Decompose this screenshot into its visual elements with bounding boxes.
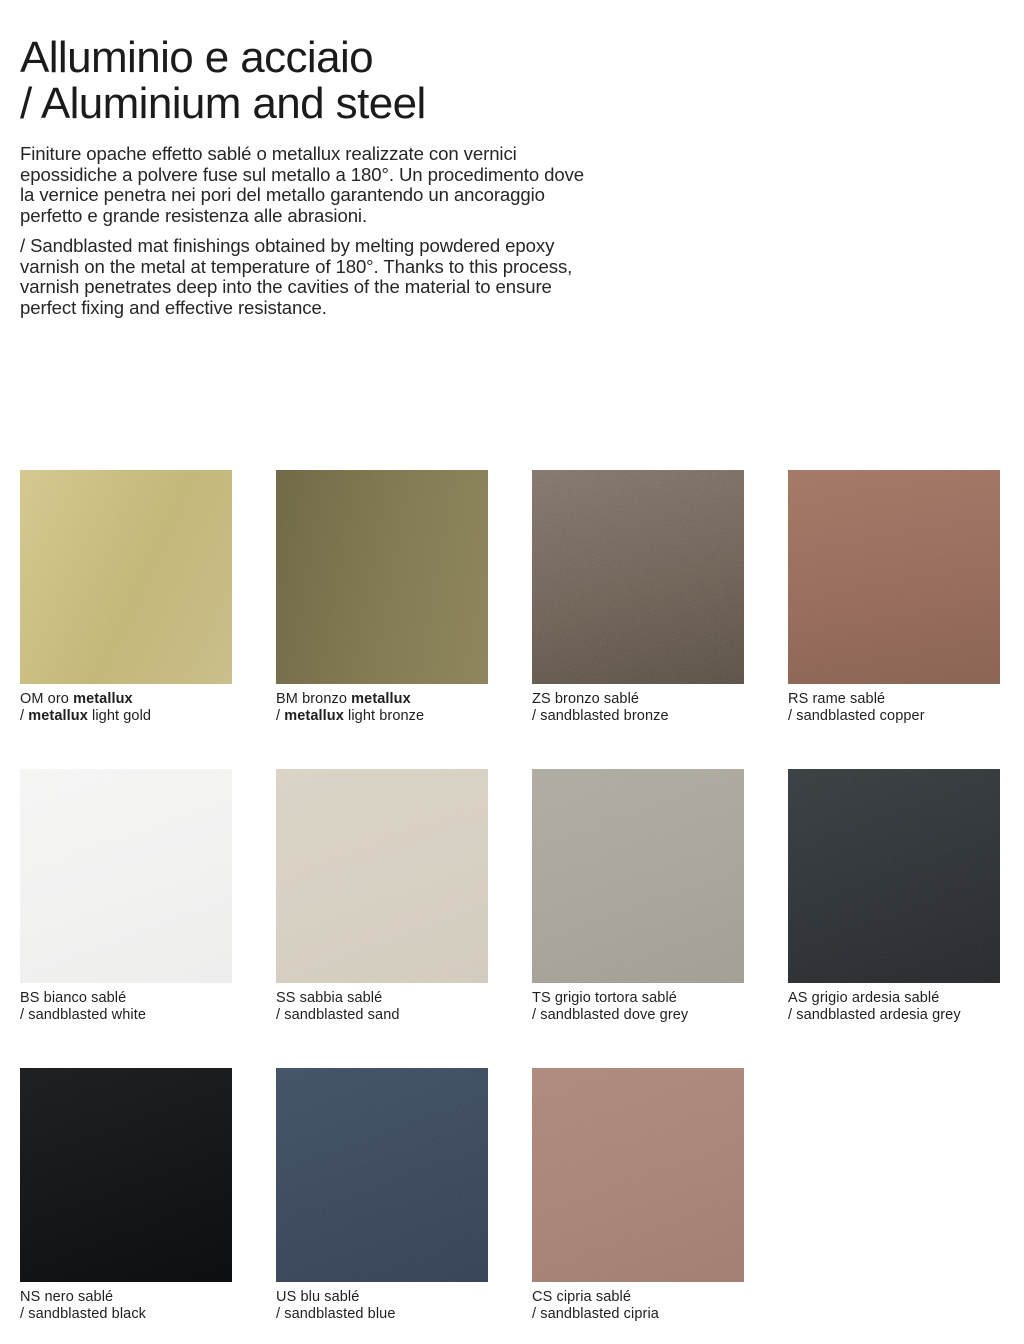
swatch-bm-label-line1: BM bronzo metallux bbox=[276, 691, 411, 707]
swatch-bm-tile bbox=[276, 470, 488, 684]
swatch-om-label-line1: OM oro metallux bbox=[20, 691, 133, 707]
swatch-rs-label-line1: RS rame sablé bbox=[788, 691, 886, 707]
swatch-ns-label-line2: / sandblasted black bbox=[20, 1306, 147, 1322]
swatch-rs-label-line2: / sandblasted copper bbox=[788, 708, 925, 724]
swatch-ts bbox=[532, 769, 744, 1024]
sandblast-texture-overlay bbox=[788, 470, 1000, 684]
sandblast-texture-overlay bbox=[276, 470, 488, 684]
page-title bbox=[20, 35, 426, 127]
swatch-ts-label bbox=[532, 990, 744, 1024]
sandblast-texture-overlay bbox=[788, 769, 1000, 983]
intro-text bbox=[20, 144, 586, 328]
swatch-ns-label bbox=[20, 1289, 232, 1323]
swatch-bs-label-line1: BS bianco sablé bbox=[20, 990, 127, 1006]
swatch-zs-label-line1: ZS bronzo sablé bbox=[532, 691, 640, 707]
swatch-om-tile bbox=[20, 470, 232, 684]
swatch-ss-label-line1: SS sabbia sablé bbox=[276, 990, 383, 1006]
swatch-bm-label bbox=[276, 691, 488, 725]
swatch-rs-label bbox=[788, 691, 1000, 725]
swatch-rs-tile bbox=[788, 470, 1000, 684]
swatch-bm-label-line2: / metallux light bronze bbox=[276, 708, 425, 724]
sandblast-texture-overlay bbox=[532, 769, 744, 983]
swatch-bm bbox=[276, 470, 488, 725]
swatch-ns-tile bbox=[20, 1068, 232, 1282]
swatch-om-label bbox=[20, 691, 232, 725]
swatch-ss-label-line2: / sandblasted sand bbox=[276, 1007, 400, 1023]
swatch-ns-label-line1: NS nero sablé bbox=[20, 1289, 114, 1305]
swatch-om bbox=[20, 470, 232, 725]
page-title-line2: / Aluminium and steel bbox=[20, 79, 426, 129]
swatch-as bbox=[788, 769, 1000, 1024]
swatch-ts-tile bbox=[532, 769, 744, 983]
sandblast-texture-overlay bbox=[532, 470, 744, 684]
swatch-us-label-line2: / sandblasted blue bbox=[276, 1306, 396, 1322]
swatch-cs bbox=[532, 1068, 744, 1323]
intro-paragraph-italian: Finiture opache effetto sablé o metallux realizzate con vernici epossidiche a polvere fuse sul metallo a 180°. Un procedimento dove la vernice penetra nei pori del metallo garantendo un ancoraggio perfetto e grande resistenza alle abrasioni. bbox=[20, 143, 585, 227]
swatch-grid bbox=[20, 470, 1000, 1323]
swatch-bs-label bbox=[20, 990, 232, 1024]
intro-paragraph-english: / Sandblasted mat finishings obtained by melting powdered epoxy varnish on the metal at temperature of 180°. Thanks to this process, varnish penetrates deep into the cavities of the material to ensure perfect fixing and effective resistance. bbox=[20, 234, 573, 318]
swatch-us bbox=[276, 1068, 488, 1323]
page-title-line1: Alluminio e acciaio bbox=[20, 33, 373, 83]
swatch-zs-tile bbox=[532, 470, 744, 684]
swatch-as-label-line1: AS grigio ardesia sablé bbox=[788, 990, 940, 1006]
swatch-us-label-line1: US blu sablé bbox=[276, 1289, 360, 1305]
swatch-ns bbox=[20, 1068, 232, 1323]
sandblast-texture-overlay bbox=[532, 1068, 744, 1282]
swatch-ts-label-line2: / sandblasted dove grey bbox=[532, 1007, 689, 1023]
swatch-cs-label bbox=[532, 1289, 744, 1323]
swatch-as-label-line2: / sandblasted ardesia grey bbox=[788, 1007, 961, 1023]
swatch-us-label bbox=[276, 1289, 488, 1323]
swatch-om-label-line2: / metallux light gold bbox=[20, 708, 152, 724]
swatch-bs-label-line2: / sandblasted white bbox=[20, 1007, 147, 1023]
sandblast-texture-overlay bbox=[276, 769, 488, 983]
swatch-as-tile bbox=[788, 769, 1000, 983]
swatch-ss-tile bbox=[276, 769, 488, 983]
sandblast-texture-overlay bbox=[20, 470, 232, 684]
swatch-ss bbox=[276, 769, 488, 1024]
sandblast-texture-overlay bbox=[20, 769, 232, 983]
swatch-bs-tile bbox=[20, 769, 232, 983]
sandblast-texture-overlay bbox=[276, 1068, 488, 1282]
swatch-cs-label-line2: / sandblasted cipria bbox=[532, 1306, 659, 1322]
swatch-bs bbox=[20, 769, 232, 1024]
swatch-us-tile bbox=[276, 1068, 488, 1282]
swatch-cs-label-line1: CS cipria sablé bbox=[532, 1289, 632, 1305]
swatch-zs bbox=[532, 470, 744, 725]
swatch-as-label bbox=[788, 990, 1000, 1024]
swatch-rs bbox=[788, 470, 1000, 725]
swatch-zs-label-line2: / sandblasted bronze bbox=[532, 708, 669, 724]
swatch-cs-tile bbox=[532, 1068, 744, 1282]
swatch-ss-label bbox=[276, 990, 488, 1024]
swatch-ts-label-line1: TS grigio tortora sablé bbox=[532, 990, 677, 1006]
swatch-zs-label bbox=[532, 691, 744, 725]
sandblast-texture-overlay bbox=[20, 1068, 232, 1282]
